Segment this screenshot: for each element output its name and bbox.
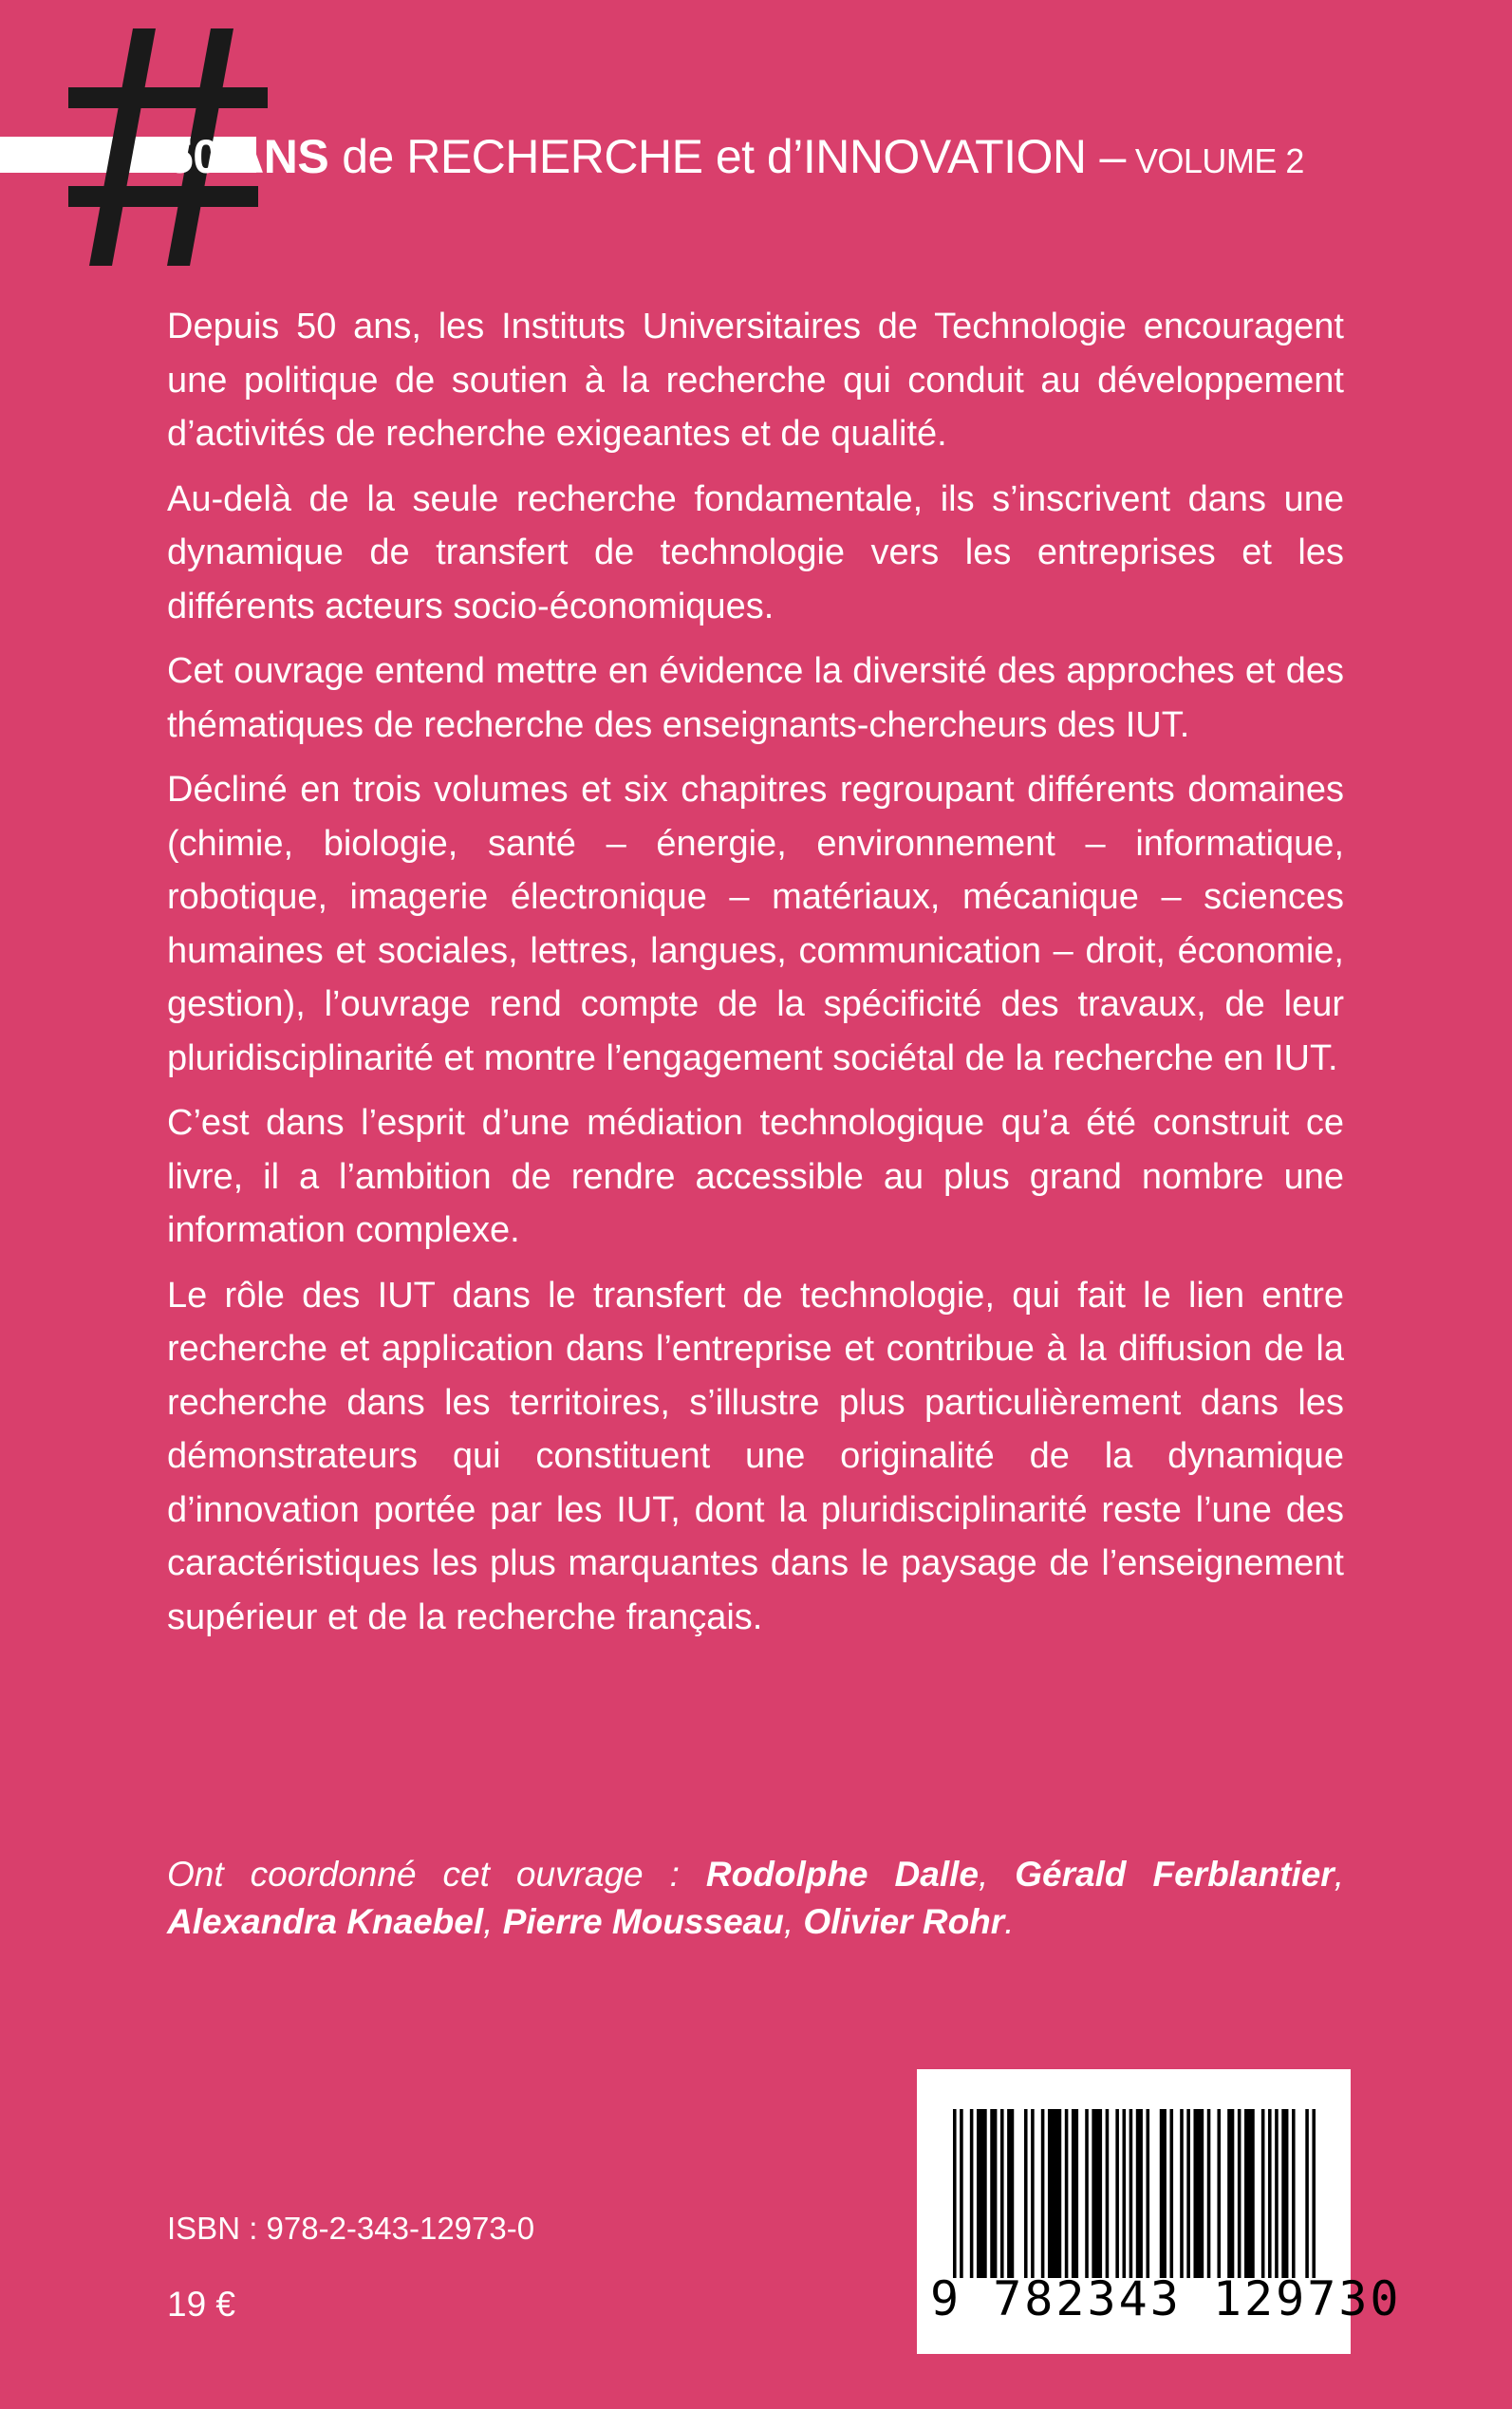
name-separator: ,	[978, 1855, 1016, 1894]
barcode-bar	[1244, 2109, 1255, 2278]
paragraph: Décliné en trois volumes et six chapitres regroupant différents domaines (chimie, biologie, santé – énergie, environnement – informatique, robotique, imagerie électronique – matériaux, mécanique – sciences humaines et sociales, lettres, langues, communication – droit, économie, gestion), l’ouvrage rend compte de la spécificité des travaux, de leur pluridisciplinarité et montre l’engagement sociétal de la recherche en IUT.	[167, 770, 1344, 1078]
series-strong: 50 ANS	[167, 130, 329, 183]
barcode-bar	[1186, 2109, 1190, 2278]
series-text: de RECHERCHE et d’INNOVATION	[342, 130, 1087, 183]
barcode-bar	[1085, 2109, 1089, 2278]
barcode-bar	[1180, 2109, 1184, 2278]
series-separator: –	[1099, 130, 1126, 183]
coordinator-name: Gérald Ferblantier	[1015, 1855, 1335, 1894]
credits-end: .	[1004, 1902, 1015, 1941]
paragraph: C’est dans l’esprit d’une médiation technologique qu’a été construit ce livre, il a l’ambition de rendre accessible au plus grand nombre une information complexe.	[167, 1103, 1344, 1250]
series-title	[167, 123, 1304, 195]
credits-intro: Ont coordonné cet ouvrage :	[167, 1855, 706, 1894]
barcode-bar	[1106, 2109, 1110, 2278]
paragraph: Le rôle des IUT dans le transfert de technologie, qui fait le lien entre recherche et application dans l’entreprise et contribue à la diffusion de la recherche dans les territoires, s’illustre plus particulièrement dans les démonstrateurs qui constituent une originalité de la dynamique d’innovation portée par les IUT, dont la pluridisciplinarité reste l’une des caractéristiques les plus marquantes dans le paysage de l’enseignement supérieur et de la recherche français.	[167, 1275, 1344, 1637]
isbn: ISBN : 978-2-343-12973-0	[167, 2211, 535, 2246]
barcode-bar	[1227, 2109, 1234, 2278]
barcode-bar	[1160, 2109, 1167, 2278]
barcode-bar	[1305, 2109, 1309, 2278]
barcode-bar	[1092, 2109, 1102, 2278]
barcode-bar	[990, 2109, 997, 2278]
price: 19 €	[167, 2285, 236, 2324]
barcode-bar	[1041, 2109, 1045, 2278]
barcode	[917, 2069, 1402, 2354]
barcode-bar	[1007, 2109, 1014, 2278]
barcode-bar	[1136, 2109, 1143, 2278]
barcode-number: 9 782343 129730	[930, 2271, 1402, 2326]
coordinator-name: Pierre Mousseau	[502, 1902, 784, 1941]
description	[167, 300, 1344, 1655]
barcode-bar	[1312, 2109, 1316, 2278]
barcode-bar	[1169, 2109, 1173, 2278]
barcode-bar	[1147, 2109, 1150, 2278]
coordinator-name: Alexandra Knaebel	[167, 1902, 484, 1941]
name-separator: ,	[483, 1902, 503, 1941]
barcode-bar	[1217, 2109, 1221, 2278]
paragraph: Cet ouvrage entend mettre en évidence la diversité des approches et des thématiques de recherche des enseignants-chercheurs des IUT.	[167, 651, 1344, 745]
name-separator: ,	[1334, 1855, 1344, 1894]
barcode-bar	[970, 2109, 974, 2278]
barcode-bar	[1207, 2109, 1211, 2278]
coordinator-name: Olivier Rohr	[803, 1902, 1005, 1941]
barcode-bar	[953, 2109, 957, 2278]
barcode-bar	[1268, 2109, 1272, 2278]
barcode-bar	[1238, 2109, 1241, 2278]
barcode-bar	[1072, 2109, 1078, 2278]
barcode-bar	[1065, 2109, 1069, 2278]
barcode-bar	[1275, 2109, 1279, 2278]
credits	[167, 1851, 1344, 1946]
paragraph: Depuis 50 ans, les Instituts Universitaires de Technologie encouragent une politique de soutien à la recherche qui conduit au développement d’activités de recherche exigeantes et de qualité.	[167, 307, 1344, 454]
paragraph: Au-delà de la seule recherche fondamentale, ils s’inscrivent dans une dynamique de transfert de technologie vers les entreprises et les différents acteurs socio-économiques.	[167, 478, 1344, 626]
barcode-bar	[1193, 2109, 1204, 2278]
barcode-bar	[1292, 2109, 1296, 2278]
barcode-bar	[1129, 2109, 1133, 2278]
coordinator-name: Rodolphe Dalle	[705, 1855, 979, 1894]
barcode-bar	[1000, 2109, 1004, 2278]
series-volume: VOLUME 2	[1134, 141, 1304, 180]
barcode-bar	[1024, 2109, 1028, 2278]
name-separator: ,	[783, 1902, 804, 1941]
barcode-bar	[1281, 2109, 1288, 2278]
barcode-bar	[1261, 2109, 1265, 2278]
barcode-bar	[977, 2109, 987, 2278]
barcode-bar	[960, 2109, 963, 2278]
barcode-bar	[1031, 2109, 1035, 2278]
barcode-bar	[1048, 2109, 1061, 2278]
barcode-bar	[1115, 2109, 1119, 2278]
barcode-icon	[953, 2109, 1316, 2278]
barcode-bar	[1123, 2109, 1127, 2278]
